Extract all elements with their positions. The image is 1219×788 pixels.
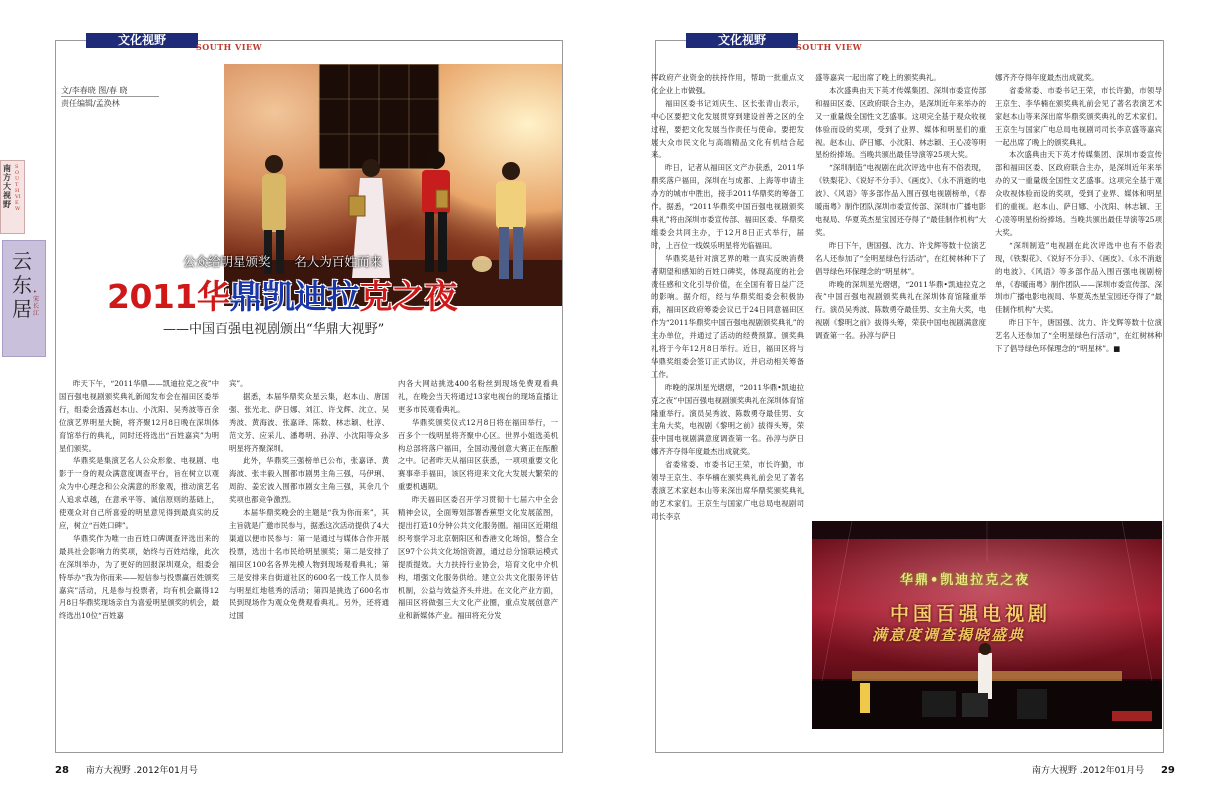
headline-title <box>107 271 457 318</box>
paragraph: 昨晚的深圳星光熠熠，“2011华鼎•凯迪拉克之夜”中国百强电视剧颁奖典礼在深圳体育馆隆重举行。演员吴秀波、陈数勇夺最佳男、女主角大奖，电视剧《黎明之前》拔得头筹，荣获中国电视剧满意度调查第一名。孙淳与萨日娜齐齐夺得年度最杰出成就奖。 <box>651 382 804 457</box>
left-column-3 <box>398 378 558 735</box>
paragraph: 昨日下午，唐国强、沈力、许戈辉等数十位演艺名人还参加了“全明星绿色行活动”，在红树林种下了倡导绿色环保理念的“明星林”。■ <box>995 318 1162 354</box>
section-label-left: 文化视野 <box>86 33 198 48</box>
left-column-1 <box>59 378 219 735</box>
right-column-3 <box>995 72 1162 512</box>
paragraph: 昨天下午，“2011华鼎——凯迪拉克之夜”中国百强电视剧颁奖典礼新闻发布会在福田区委举行，组委会透露赵本山、小沈阳、吴秀波等百余位演艺界明星大腕，将齐聚12月8日晚在深圳体育馆举行的典礼，同时还将选出“百姓嘉宾”为明星们颁奖。 <box>59 379 219 453</box>
headline-title-part3: 克之夜 <box>359 277 457 316</box>
left-footer <box>55 763 198 776</box>
column-seal <box>2 240 46 357</box>
right-column-1 <box>651 72 804 735</box>
right-column-2 <box>815 72 986 512</box>
headline-kicker: 公众给明星颁奖 名人为百姓而来 <box>183 254 382 269</box>
paragraph: “深圳制造”电视剧在此次评选中也有不俗表现，《铁梨花》、《说好不分手》、《画皮》、《永不消逝的电波》、《风语》等多部作品入围百强电视剧榜单，《春暖南粤》制作团队——深圳市委宣传部、深圳市广播电影电视局、华夏英杰星宝园还夺得了“最佳制作机构”大奖。 <box>995 240 1162 315</box>
paragraph: 华鼎奖是集演艺名人公众形象、电视剧、电影于一身的观众满意度调查平台，旨在树立以观众为中心理念和公众满意的形象观，推动演艺名人追求卓越，在意承平等、诚信原则的基础上，使观众对自己所喜爱的明星意见得到最真实的反应，树立“百姓口碑”。 <box>59 456 219 530</box>
side-tab-magazine: 南方大视野 <box>3 164 11 209</box>
left-page-number: 28 <box>55 765 69 776</box>
paragraph: 据悉，本届华鼎奖众星云集，赵本山、唐国强、张光北、萨日娜、刘江、许戈辉、沈立、吴秀波、黄海波、张嘉译、陈数、林志颖、杜淳、范文芳、应采儿、潘粤明、孙淳、小沈阳等众多明星将齐聚深圳。 <box>229 391 389 453</box>
column-seal-author: •宋长江 <box>33 289 40 317</box>
paragraph: 宾”。 <box>229 379 248 388</box>
paragraph: 昨日下午，唐国强、沈力、许戈辉等数十位演艺名人还参加了“全明星绿色行活动”，在红树林种下了倡导绿色环保理念的“明星林”。 <box>815 240 986 276</box>
paragraph: 省委常委、市委书记王荣，市长许勤，市领导王京生、李华楠在颁奖典礼前会见了著名表演艺术家赵本山等来深出席华鼎奖颁奖典礼的艺术家们。王京生与国家广电总局电视剧司司长李京盛等嘉宾一起出席了晚上的颁奖典礼。 <box>995 85 1162 147</box>
paragraph: 省委常委、市委书记王荣，市长许勤，市领导王京生、李华楠在颁奖典礼前会见了著名表演艺术家赵本山等来深出席华鼎奖颁奖典礼的艺术家们。王京生与国家广电总局电视剧司司长李京 <box>651 460 804 521</box>
paragraph: 昨天福田区委召开学习贯彻十七届六中全会精神会议，全面筹划部署香蕉型文化发展蓝图，提出打造10分钟公共文化服务圈。福田区近期组织考察学习北京朝阳区和香港文化场馆，整合全区97个公共文化场馆资源，通过总分馆联运模式提质提效。大力扶持行业协会，培育文化中介机构，增强文化服务供给。建立公共文化服务评估机制，公益与效益齐头并进。在文化产业方面，福田区将做强三大文化产业圈，重点发展创意产业和新媒体产业。福田将充分发 <box>398 495 558 621</box>
side-tab-en: SOUTH VIEW <box>15 164 21 212</box>
stage-screen-line2: 中国百强电视剧 <box>890 603 1052 625</box>
paragraph: 挥政府产业资金的扶持作用，帮助一批重点文化企业上市做强。 <box>651 73 804 95</box>
byline-author: 文/李春晓 图/春 晓 <box>61 86 128 95</box>
headline-title-part1: 2011华 <box>107 277 230 316</box>
section-label-right: 文化视野 <box>686 33 798 48</box>
paragraph: 此外，华鼎奖三强榜单已公布，张嘉译、黄海波、张丰毅入围都市剧男主角三强，马伊琍、周韵、姜宏波入围都市剧女主角三强，其余几个奖项也都竞争激烈。 <box>229 456 389 505</box>
byline-editor: 责任编辑/孟涣林 <box>61 96 159 109</box>
paragraph: 昨日，记者从福田区文产办获悉，2011华鼎奖落户福田，深圳在与成都、上海等申请主办方的城市中胜出，接手2011华鼎奖的筹备工作。据悉，“2011华鼎奖中国百强电视剧颁奖典礼”将由深圳市委宣传部、福田区委、华鼎奖组委会共同主办，于12月8日正式举行，届时，上百位一线娱乐明星将光临福田。 <box>651 163 804 250</box>
paragraph: 盛等嘉宾一起出席了晚上的颁奖典礼。 <box>815 73 941 82</box>
side-tab <box>0 160 25 234</box>
south-view-right: SOUTH VIEW <box>796 42 863 52</box>
paragraph: 本次盛典由天下英才传媒集团、深圳市委宣传部和福田区委、区政府联合主办，是深圳近年来举办的又一重量级全国性文艺盛事。这项完全基于观众收视体验而设的奖项，受到了业界、媒体和明星们的重视。赵本山、萨日娜、小沈阳、林志颖、王心凌等明星纷纷捧场。当晚共颁出最佳导演等25项大奖。 <box>815 85 986 160</box>
headline-subtitle: ——中国百强电视剧颁出“华鼎大视野” <box>163 322 385 337</box>
paragraph: 华鼎奖颁奖仪式12月8日将在福田举行，一百多个一线明星将齐聚中心区。世界小姐选美机构总部将落户福田，全国动漫创意大赛正在酝酿之中。记者昨天从福田区获悉，一项项重要文化赛事牵手福田，该区将迎来文化大发展大繁荣的重要机遇期。 <box>398 417 558 492</box>
south-view-left: SOUTH VIEW <box>196 42 263 52</box>
paragraph: 福田区委书记刘庆生、区长张青山表示，中心区要把文化发展贯穿到建设首善之区的全过程，要把文化发展当作责任与使命。要把发展大众市民文化与高端精品文化有机结合起来。 <box>651 98 804 160</box>
stage-screen-line1: 华鼎•凯迪拉克之夜 <box>900 573 1031 588</box>
paragraph: 本次盛典由天下英才传媒集团、深圳市委宣传部和福田区委、区政府联合主办，是深圳近年来举办的又一重量级全国性文艺盛事。这项完全基于观众收视体验而设的奖项，受到了业界、媒体和明星们的重视。赵本山、萨日娜、小沈阳、林志颖、王心凌等明星纷纷捧场。当晚共颁出最佳导演等25项大奖。 <box>995 150 1162 237</box>
stage-screen-line3: 满意度调查揭晓盛典 <box>872 626 1026 644</box>
header-rule-left <box>198 40 560 41</box>
headline-title-part2: 鼎凯迪拉 <box>229 277 360 316</box>
left-footer-info: 南方大视野 .2012年01月号 <box>85 766 198 776</box>
header-rule-right <box>798 40 1162 41</box>
paragraph: 昨晚的深圳星光熠熠，“2011华鼎•凯迪拉克之夜”中国百强电视剧颁奖典礼在深圳体育馆隆重举行。演员吴秀波、陈数勇夺最佳男、女主角大奖，电视剧《黎明之前》拔得头筹，荣获中国电视剧满意度调查第一名。孙淳与萨日 <box>815 279 986 341</box>
stage-photo <box>812 521 1162 729</box>
right-footer-info: 南方大视野 .2012年01月号 <box>1032 766 1145 776</box>
column-seal-title: 云东居 <box>12 249 32 321</box>
right-page-number: 29 <box>1160 765 1175 776</box>
paragraph: 娜齐齐夺得年度最杰出成就奖。 <box>995 73 1099 82</box>
paragraph: 本届华鼎奖晚会的主题是“我为你而来”，其主旨就是广邀市民参与，据悉这次活动提供了4大渠道以便市民参与：第一是通过与媒体合作开展投票，选出十名市民给明星颁奖；第二是安排了福田区100名各界先模人物到现场观看典礼；第三是安排来自街道社区的600名一线工作人员参与明星红地毯秀的活动；第四是挑选了600名市民到现场作为观众免费观看典礼。另外，还将通过国 <box>229 508 389 621</box>
paragraph: 华鼎奖作为唯一由百姓口碑调查评选出来的最具社会影响力的奖项，始终与百姓结缘，此次在深圳举办，为了更好的回报深圳观众，组委会特举办“我为你而来——短信参与投票赢百姓颁奖嘉宾”活动，凡是参与投票者，均有机会赢得12月8日华鼎奖现场亲自为喜爱明星颁奖的机会，最终选出10位“百姓嘉 <box>59 533 219 621</box>
paragraph: “深圳制造”电视剧在此次评选中也有不俗表现，《铁梨花》、《说好不分手》、《画皮》、《永不消逝的电波》、《风语》等多部作品入围百强电视剧榜单，《春暖南粤》制作团队深圳市委宣传部、深圳市广播电影电视局、华夏英杰星宝园还夺得了“最佳制作机构”大奖。 <box>815 163 986 237</box>
paragraph: 华鼎奖是针对演艺界的唯一真实反映消费者期望和感知的百姓口碑奖，体现高度的社会责任感和文化引导价值，在全国有着日益广泛的影响。据介绍，经与华鼎奖组委会积极协商，福田区政府筹委会议已于24日同意福田区作为“2011华鼎奖中国百强电视剧颁奖典礼”的主办单位，并通过了活动的经费预算。颁奖典礼将于今年12月8日举行。近日，福田区将与华鼎奖组委会签订正式协议，并启动相关筹备工作。 <box>651 253 804 379</box>
left-column-2 <box>229 378 389 735</box>
paragraph: 内各大网站挑选400名粉丝到现场免费观看典礼，在晚会当天将通过13家电视台的现场直播让更多市民观看典礼。 <box>398 379 558 414</box>
right-footer <box>1032 763 1175 776</box>
